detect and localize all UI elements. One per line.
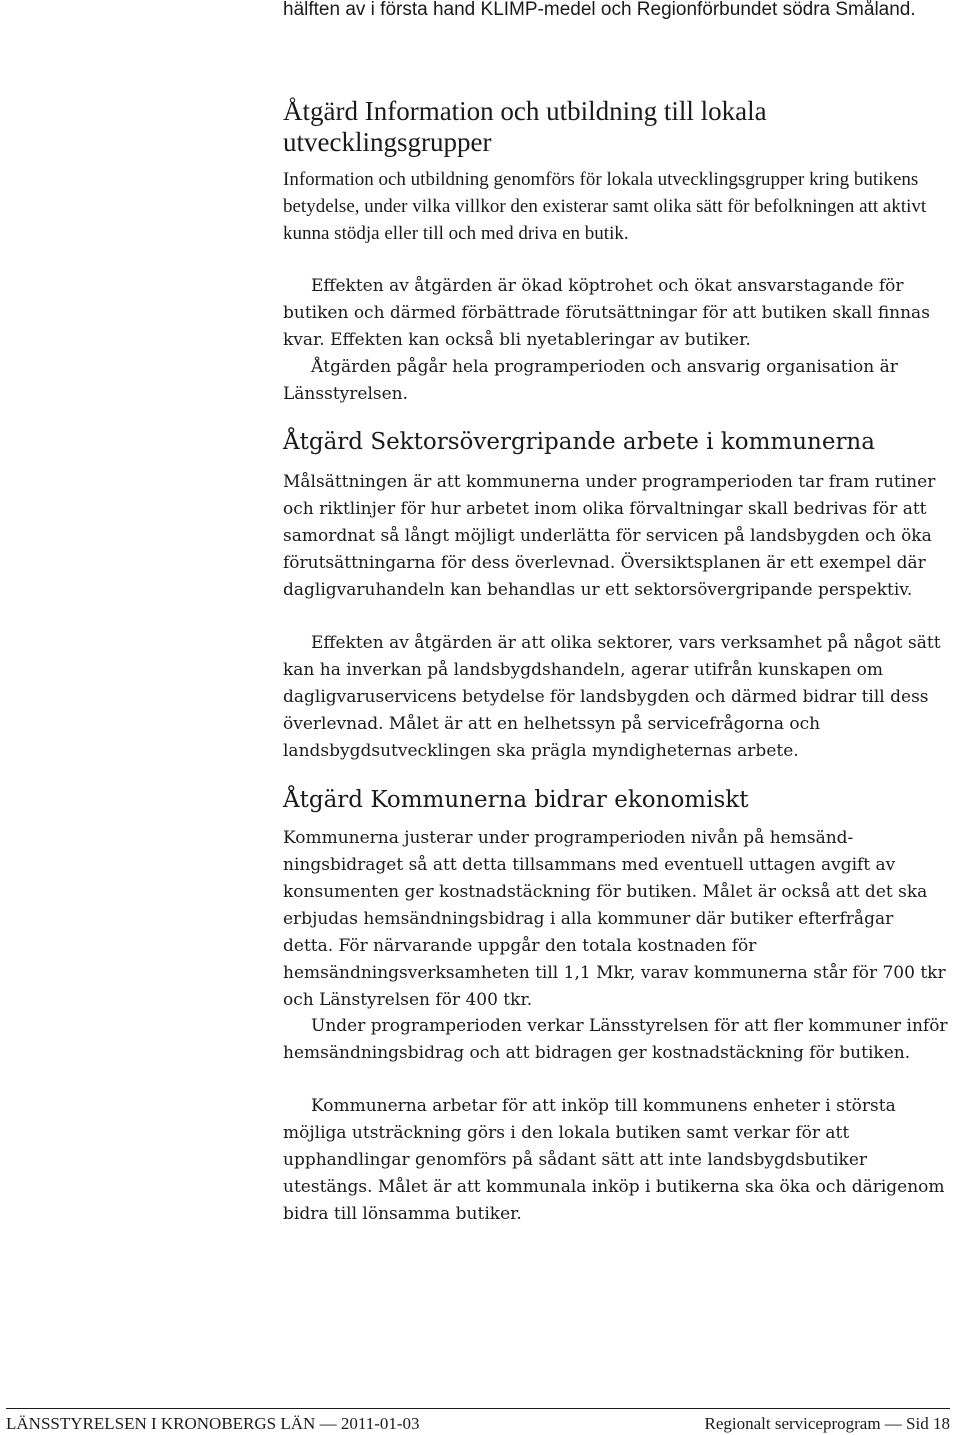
section3-paragraph-1: Kommunerna justerar under programperioden nivån på hemsänd-ningsbidraget så att detta tillsammans med eventuell uttagen avgift av konsumenten ger kostnadstäckning för butiken. Målet är också att det ska erbjudas hemsändningsbidrag i alla kommuner där butiker efterfrågar detta. För närvarande uppgår den totala kostnaden för hemsändningsverksamheten till 1,1 Mkr, varav kommunerna står för 700 tkr och Länstyrelsen för 400 tkr. xyxy=(283,828,946,1010)
footer-right-text: Regionalt serviceprogram — Sid 18 xyxy=(704,1414,950,1433)
section1-heading: Åtgärd Information och utbildning till lokala utvecklingsgrupper xyxy=(283,96,767,157)
section3-heading: Åtgärd Kommunerna bidrar ekonomiskt xyxy=(283,787,749,813)
section2-paragraph-2: Effekten av åtgärden är att olika sektorer, vars verksamhet på något sätt kan ha inverkan på landsbygdshandeln, agerar utifrån kunskapen om dagligvaruservicens betydelse för landsbygden och därmed bidrar till dess överlevnad. Målet är att en helhetssyn på servicefrågorna och landsbygdsutvecklingen ska prägla myndigheternas arbete. xyxy=(283,633,941,761)
footer-left-text: LÄNSSTYRELSEN I KRONOBERGS LÄN — 2011-01-03 xyxy=(6,1414,420,1433)
section2-heading: Åtgärd Sektorsövergripande arbete i kommunerna xyxy=(283,429,875,455)
page-footer xyxy=(6,1408,950,1433)
section3-paragraph-3: Kommunerna arbetar för att inköp till kommunens enheter i största möjliga utsträckning görs i den lokala butiken samt verkar för att upphandlingar genomförs på sådant sätt att inte landsbygdsbutiker utestängs. Målet är att kommunala inköp i butikerna ska öka och därigenom bidra till lönsamma butiker. xyxy=(283,1096,945,1224)
intro-paragraph: hälften av i första hand KLIMP-medel och Regionförbundet södra Småland. xyxy=(283,0,916,20)
section2-paragraph-1: Målsättningen är att kommunerna under programperioden tar fram rutiner och riktlinjer för hur arbetet inom olika förvaltningar skall bedrivas för att samordnat så långt möjligt underlätta för servicen på landsbygden och öka förutsättningarna för dess överlevnad. Översiktsplanen är ett exempel där dagligvaruhandeln kan behandlas ur ett sektorsövergripande perspektiv. xyxy=(283,472,936,600)
section1-paragraph-1: Information och utbildning genomförs för lokala utvecklingsgrupper kring butikens betydelse, under vilka villkor den existerar samt olika sätt för befolkningen att aktivt kunna stödja eller till och med driva en butik. xyxy=(283,169,927,244)
section1-paragraph-2: Effekten av åtgärden är ökad köptrohet och ökat ansvarstagande för butiken och därmed förbättrade förutsättningar för att butiken skall finnas kvar. Effekten kan också bli nyetableringar av butiker. xyxy=(283,276,930,350)
section3-paragraph-2: Under programperioden verkar Länsstyrelsen för att fler kommuner inför hemsändningsbidrag och att bidragen ger kostnadstäckning för butiken. xyxy=(283,1016,948,1063)
section1-paragraph-3: Åtgärden pågår hela programperioden och ansvarig organisation är Länsstyrelsen. xyxy=(283,357,898,404)
